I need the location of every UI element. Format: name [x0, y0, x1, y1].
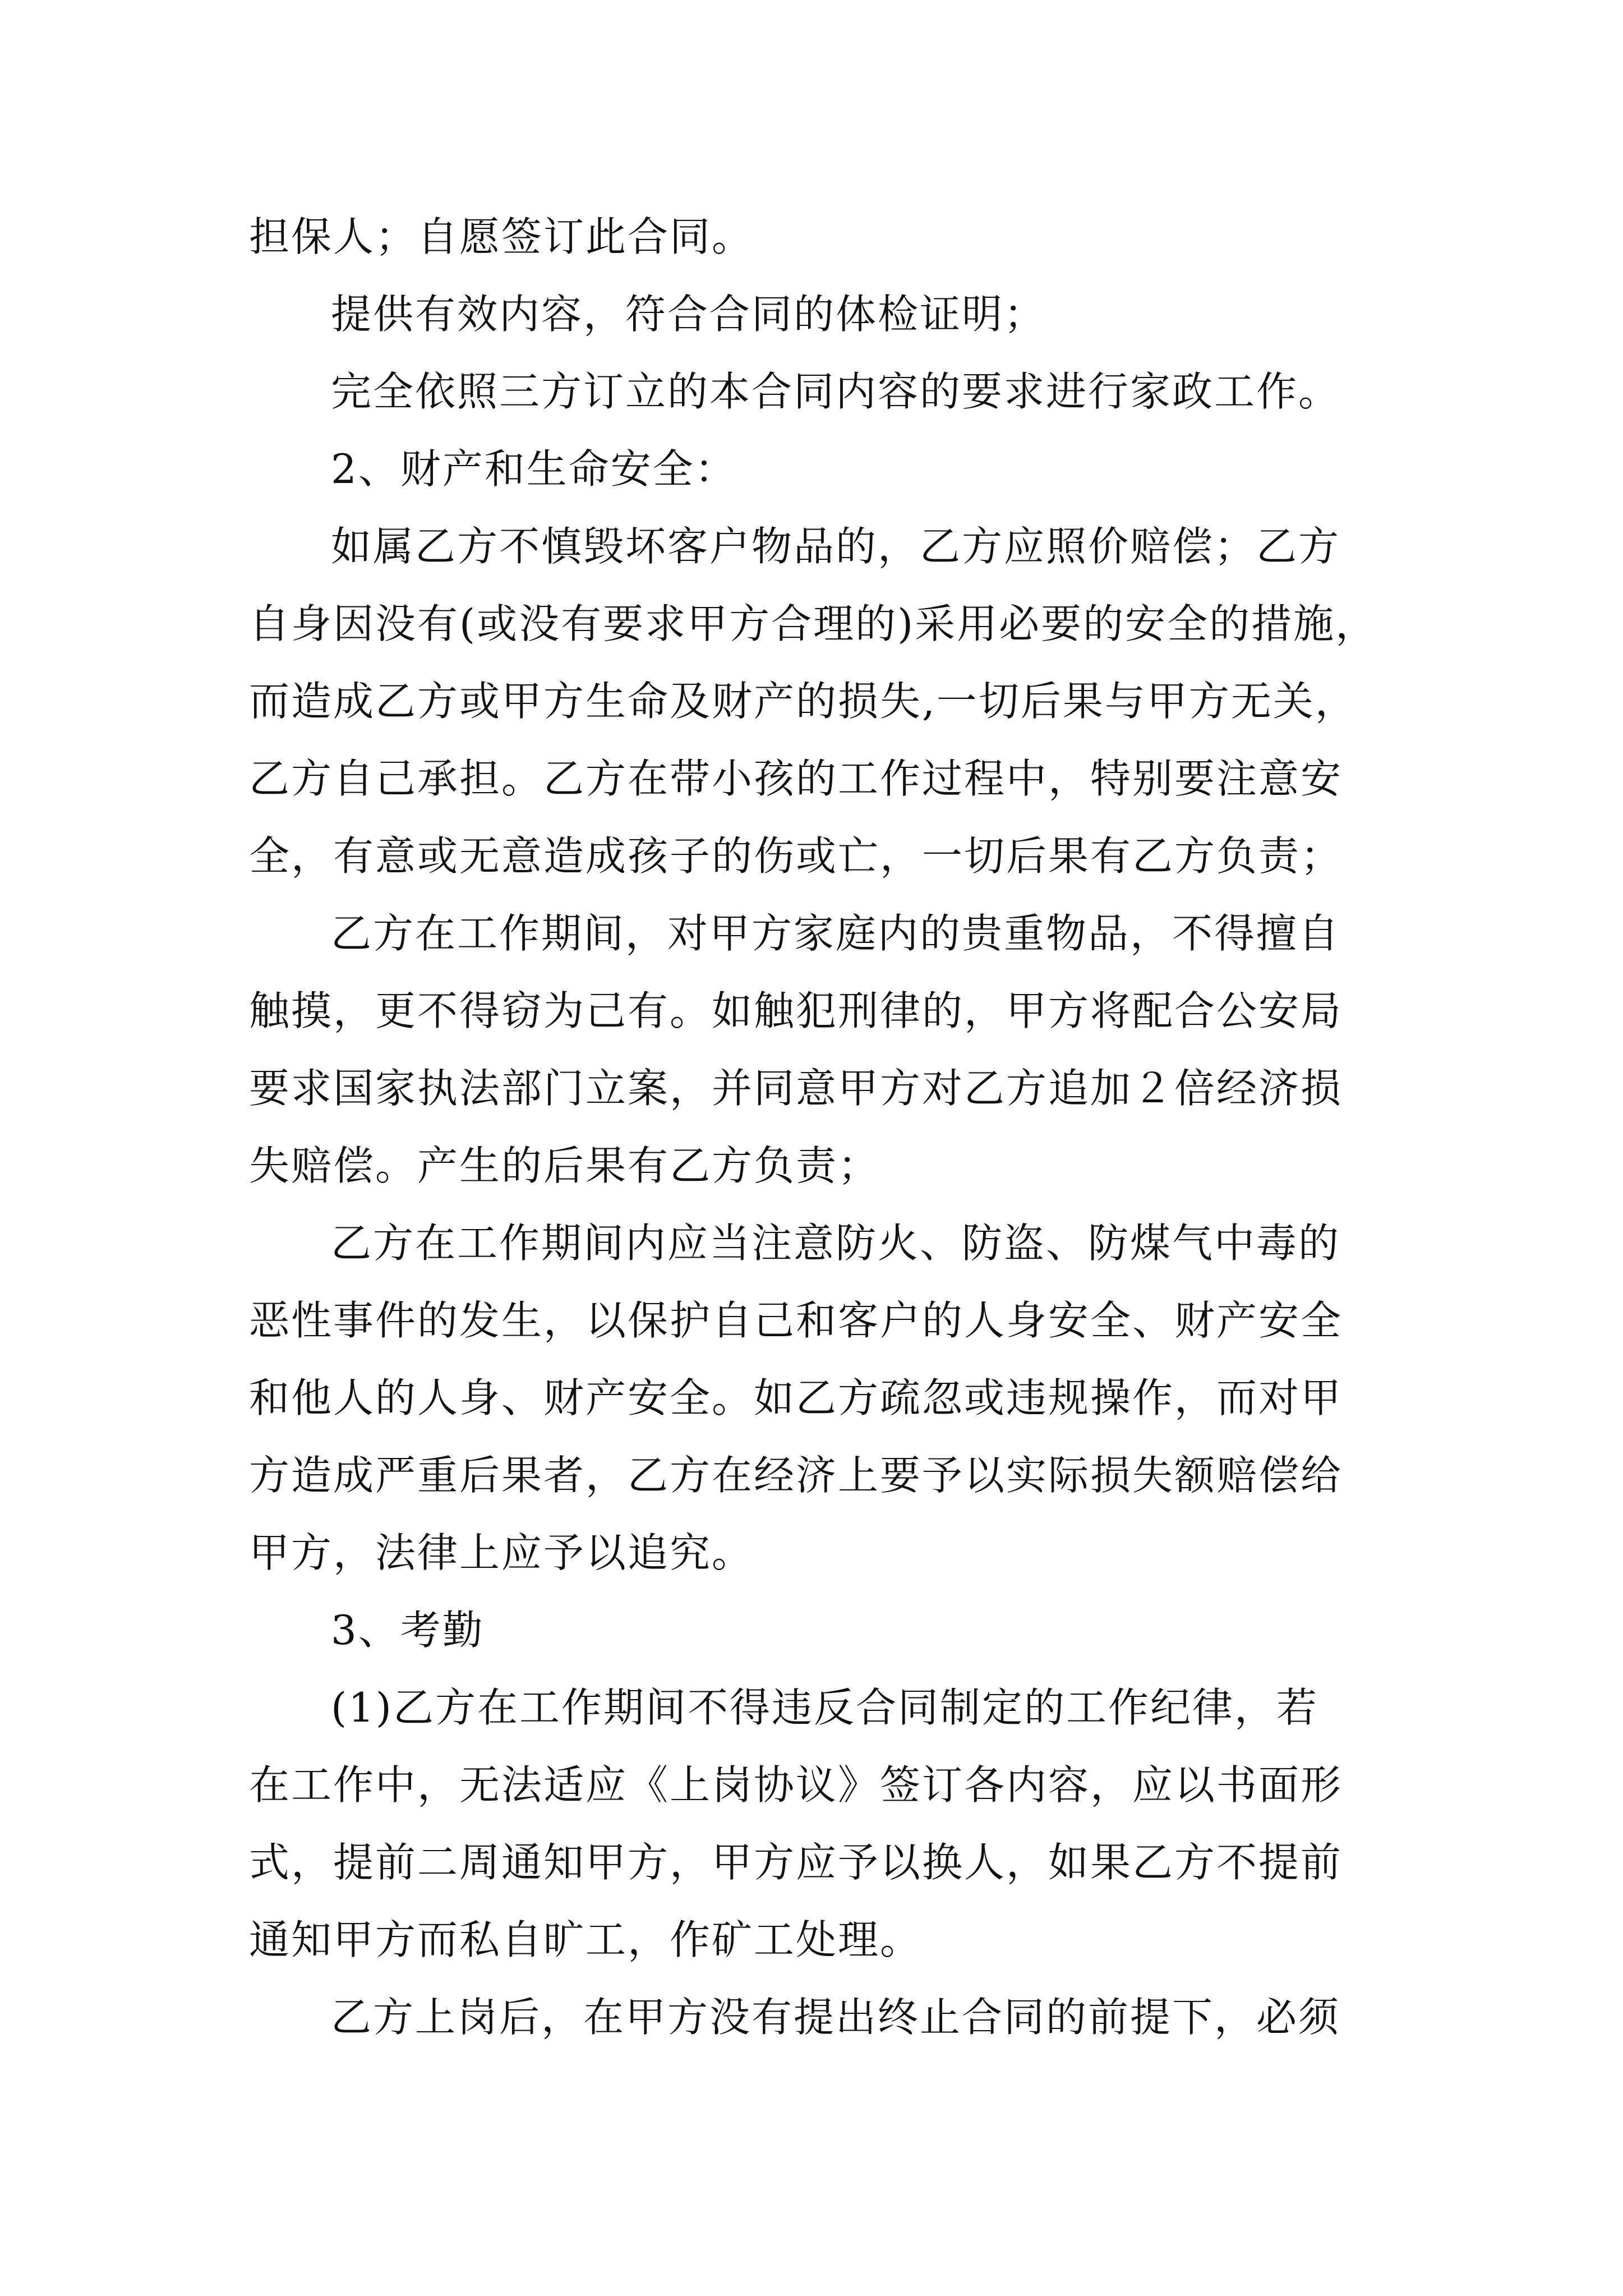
section-heading: 2、财产和生命安全： — [331, 445, 737, 493]
text-line: 提供有效内容，符合合同的体检证明； — [331, 291, 1046, 338]
text-line: 全，有意或无意造成孩子的伤或亡，一切后果有乙方负责； — [249, 832, 1343, 880]
text-line: 方造成严重后果者，乙方在经济上要予以实际损失额赔偿给 — [249, 1452, 1343, 1499]
text-line: 失赔偿。产生的后果有乙方负责； — [249, 1142, 880, 1189]
text-line: 自身因没有(或没有要求甲方合理的)采用必要的安全的措施， — [249, 600, 1378, 647]
text-line: 在工作中，无法适应《上岗协议》签订各内容，应以书面形 — [249, 1761, 1343, 1809]
text-line: 乙方在工作期间内应当注意防火、防盗、防煤气中毒的 — [331, 1220, 1341, 1267]
text-line: 恶性事件的发生，以保护自己和客户的人身安全、财产安全 — [249, 1297, 1343, 1344]
text-line: 要求国家执法部门立案，并同意甲方对乙方追加２倍经济损 — [249, 1065, 1343, 1112]
text-line: (1)乙方在工作期间不得违反合同制定的工作纪律，若 — [331, 1684, 1318, 1731]
text-line: 乙方自己承担。乙方在带小孩的工作过程中，特别要注意安 — [249, 755, 1343, 802]
text-line: 甲方，法律上应予以追究。 — [249, 1529, 754, 1576]
text-line: 和他人的人身、财产安全。如乙方疏忽或违规操作，而对甲 — [249, 1374, 1343, 1421]
text-line: 如属乙方不慎毁坏客户物品的，乙方应照价赔偿；乙方 — [331, 523, 1341, 570]
text-line: 通知甲方而私自旷工，作矿工处理。 — [249, 1916, 923, 1963]
text-line: 完全依照三方订立的本合同内容的要求进行家政工作。 — [331, 368, 1341, 415]
text-line: 触摸，更不得窃为己有。如触犯刑律的，甲方将配合公安局 — [249, 987, 1343, 1034]
text-line: 担保人；自愿签订此合同。 — [249, 213, 754, 260]
text-line: 而造成乙方或甲方生命及财产的损失,一切后果与甲方无关， — [249, 678, 1357, 725]
text-line: 式，提前二周通知甲方，甲方应予以换人，如果乙方不提前 — [249, 1839, 1343, 1886]
text-line: 乙方上岗后，在甲方没有提出终止合同的前提下，必须 — [331, 1994, 1341, 2041]
text-line: 乙方在工作期间，对甲方家庭内的贵重物品，不得擅自 — [331, 910, 1341, 957]
section-heading: 3、考勤 — [331, 1607, 485, 1654]
